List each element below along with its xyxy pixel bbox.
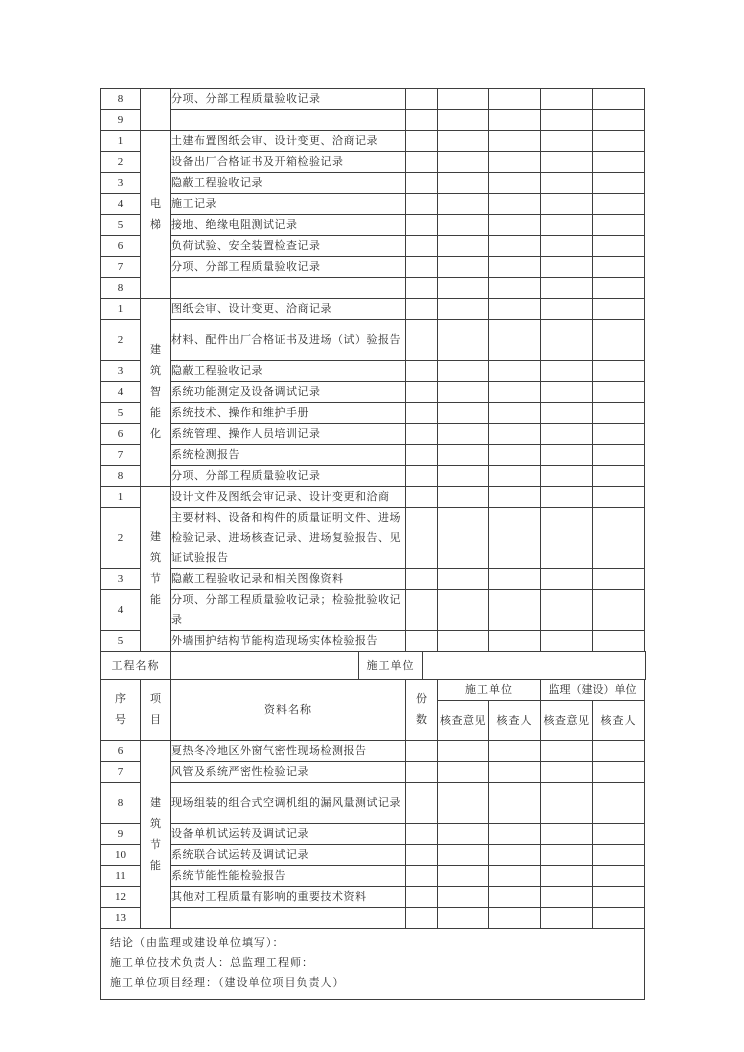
contractor-checker-cell xyxy=(489,257,541,278)
contractor-opinion-cell xyxy=(438,866,489,887)
supervisor-opinion-cell xyxy=(541,445,593,466)
supervisor-checker-cell xyxy=(593,361,645,382)
table-row xyxy=(101,762,645,783)
doc-name-cell: 设计文件及图纸会审记录、设计变更和洽商 xyxy=(171,487,406,508)
table-row xyxy=(101,173,645,194)
copies-cell xyxy=(406,152,438,173)
copies-cell xyxy=(406,424,438,445)
copies-cell xyxy=(406,131,438,152)
table-row xyxy=(101,887,645,908)
row-serial: 5 xyxy=(101,215,141,236)
supervisor-checker-cell xyxy=(593,110,645,131)
group-label xyxy=(141,131,171,299)
row-serial: 10 xyxy=(101,845,141,866)
contractor-checker-cell xyxy=(489,215,541,236)
acceptance-record-form xyxy=(100,88,645,1000)
conclusion-line: 结论（由监理或建设单位填写）： xyxy=(110,937,285,949)
table-row xyxy=(101,320,645,361)
supervisor-checker-cell xyxy=(593,466,645,487)
row-serial: 9 xyxy=(101,824,141,845)
group-label xyxy=(141,487,171,652)
group-label xyxy=(141,741,171,929)
doc-name-cell: 图纸会审、设计变更、洽商记录 xyxy=(171,299,406,320)
supervisor-checker-cell xyxy=(593,569,645,590)
row-serial: 11 xyxy=(101,866,141,887)
header-contractor-checker: 核查人 xyxy=(489,701,541,741)
copies-cell xyxy=(406,215,438,236)
header-item xyxy=(141,680,171,741)
copies-cell xyxy=(406,590,438,631)
row-serial: 1 xyxy=(101,299,141,320)
supervisor-opinion-cell xyxy=(541,424,593,445)
supervisor-opinion-cell xyxy=(541,908,593,929)
table-row xyxy=(101,680,645,701)
doc-name-cell: 分项、分部工程质量验收记录 xyxy=(171,466,406,487)
copies-cell xyxy=(406,631,438,652)
row-serial: 8 xyxy=(101,278,141,299)
contractor-checker-cell xyxy=(489,508,541,569)
contractor-opinion-cell xyxy=(438,445,489,466)
supervisor-opinion-cell xyxy=(541,631,593,652)
copies-cell xyxy=(406,299,438,320)
row-serial: 9 xyxy=(101,110,141,131)
supervisor-checker-cell xyxy=(593,278,645,299)
contractor-opinion-cell xyxy=(438,824,489,845)
contractor-checker-cell xyxy=(489,424,541,445)
contractor-checker-cell xyxy=(489,590,541,631)
table-row xyxy=(101,908,645,929)
doc-name-cell: 材料、配件出厂合格证书及进场（试）验报告 xyxy=(171,320,406,361)
supervisor-opinion-cell xyxy=(541,762,593,783)
columns-header xyxy=(100,679,645,741)
contractor-checker-cell xyxy=(489,361,541,382)
contractor-opinion-cell xyxy=(438,569,489,590)
supervisor-opinion-cell xyxy=(541,110,593,131)
row-serial: 4 xyxy=(101,382,141,403)
contractor-opinion-cell xyxy=(438,762,489,783)
contractor-opinion-cell xyxy=(438,361,489,382)
group-label-text: 建筑节能 xyxy=(150,531,161,606)
table-row xyxy=(101,236,645,257)
doc-name-cell: 系统功能测定及设备调试记录 xyxy=(171,382,406,403)
table-row xyxy=(101,278,645,299)
supervisor-opinion-cell xyxy=(541,299,593,320)
doc-name-cell: 系统管理、操作人员培训记录 xyxy=(171,424,406,445)
copies-cell xyxy=(406,887,438,908)
contractor-checker-cell xyxy=(489,173,541,194)
project-name-label: 工程名称 xyxy=(101,652,171,680)
contractor-checker-cell xyxy=(489,299,541,320)
contractor-opinion-cell xyxy=(438,845,489,866)
doc-name-cell: 分项、分部工程质量验收记录 xyxy=(171,257,406,278)
contractor-checker-cell xyxy=(489,631,541,652)
records-table-bottom xyxy=(100,740,645,929)
row-serial: 7 xyxy=(101,762,141,783)
table-row xyxy=(101,741,645,762)
conclusion-box xyxy=(100,928,645,1000)
doc-name-cell: 隐蔽工程验收记录 xyxy=(171,361,406,382)
copies-cell xyxy=(406,110,438,131)
contractor-checker-cell xyxy=(489,569,541,590)
supervisor-opinion-cell xyxy=(541,173,593,194)
table-row xyxy=(101,424,645,445)
supervisor-checker-cell xyxy=(593,299,645,320)
supervisor-checker-cell xyxy=(593,866,645,887)
copies-cell xyxy=(406,487,438,508)
contractor-checker-cell xyxy=(489,110,541,131)
doc-name-cell: 分项、分部工程质量验收记录 xyxy=(171,89,406,110)
contractor-checker-cell xyxy=(489,887,541,908)
contractor-checker-cell xyxy=(489,845,541,866)
doc-name-cell: 系统检测报告 xyxy=(171,445,406,466)
row-serial: 7 xyxy=(101,257,141,278)
contractor-opinion-cell xyxy=(438,508,489,569)
row-serial: 8 xyxy=(101,466,141,487)
supervisor-checker-cell xyxy=(593,824,645,845)
copies-cell xyxy=(406,194,438,215)
supervisor-opinion-cell xyxy=(541,466,593,487)
contractor-checker-cell xyxy=(489,278,541,299)
copies-cell xyxy=(406,569,438,590)
contractor-opinion-cell xyxy=(438,631,489,652)
supervisor-checker-cell xyxy=(593,631,645,652)
records-table-top xyxy=(100,88,645,652)
row-serial: 7 xyxy=(101,445,141,466)
copies-cell xyxy=(406,320,438,361)
row-serial: 6 xyxy=(101,236,141,257)
header-doc-name: 资料名称 xyxy=(171,680,406,741)
row-serial: 4 xyxy=(101,194,141,215)
supervisor-checker-cell xyxy=(593,908,645,929)
contractor-opinion-cell xyxy=(438,131,489,152)
doc-name-cell: 系统技术、操作和维护手册 xyxy=(171,403,406,424)
contractor-checker-cell xyxy=(489,783,541,824)
copies-cell xyxy=(406,445,438,466)
contractor-checker-cell xyxy=(489,741,541,762)
header-supervisor: 监理（建设）单位 xyxy=(541,680,645,701)
contractor-checker-cell xyxy=(489,824,541,845)
table-row xyxy=(101,824,645,845)
doc-name-cell: 现场组装的组合式空调机组的漏风量测试记录 xyxy=(171,783,406,824)
copies-cell xyxy=(406,278,438,299)
contractor-opinion-cell xyxy=(438,257,489,278)
copies-cell xyxy=(406,508,438,569)
supervisor-opinion-cell xyxy=(541,487,593,508)
supervisor-checker-cell xyxy=(593,783,645,824)
table-row xyxy=(101,361,645,382)
contractor-checker-cell xyxy=(489,466,541,487)
table-row xyxy=(101,487,645,508)
supervisor-opinion-cell xyxy=(541,783,593,824)
contractor-opinion-cell xyxy=(438,299,489,320)
copies-cell xyxy=(406,845,438,866)
supervisor-checker-cell xyxy=(593,194,645,215)
doc-name-cell xyxy=(171,110,406,131)
copies-cell xyxy=(406,382,438,403)
header-item-text: 项目 xyxy=(150,693,161,726)
supervisor-opinion-cell xyxy=(541,824,593,845)
table-row xyxy=(101,403,645,424)
copies-cell xyxy=(406,236,438,257)
table-row xyxy=(101,466,645,487)
contractor-opinion-cell xyxy=(438,466,489,487)
row-serial: 6 xyxy=(101,741,141,762)
supervisor-opinion-cell xyxy=(541,215,593,236)
supervisor-opinion-cell xyxy=(541,236,593,257)
supervisor-checker-cell xyxy=(593,845,645,866)
row-serial: 12 xyxy=(101,887,141,908)
row-serial: 5 xyxy=(101,403,141,424)
contractor-checker-cell xyxy=(489,403,541,424)
contractor-checker-cell xyxy=(489,866,541,887)
row-serial: 8 xyxy=(101,89,141,110)
contractor-checker-cell xyxy=(489,236,541,257)
row-serial: 8 xyxy=(101,783,141,824)
supervisor-checker-cell xyxy=(593,320,645,361)
doc-name-cell: 接地、绝缘电阻测试记录 xyxy=(171,215,406,236)
table-row xyxy=(101,110,645,131)
copies-cell xyxy=(406,257,438,278)
supervisor-checker-cell xyxy=(593,215,645,236)
row-serial: 1 xyxy=(101,487,141,508)
contractor-opinion-cell xyxy=(438,215,489,236)
supervisor-checker-cell xyxy=(593,508,645,569)
doc-name-cell: 施工记录 xyxy=(171,194,406,215)
contractor-checker-cell xyxy=(489,89,541,110)
supervisor-opinion-cell xyxy=(541,194,593,215)
contractor-checker-cell xyxy=(489,131,541,152)
contractor-opinion-cell xyxy=(438,741,489,762)
doc-name-cell: 其他对工程质量有影响的重要技术资料 xyxy=(171,887,406,908)
table-row xyxy=(101,131,645,152)
contractor-opinion-cell xyxy=(438,173,489,194)
table-row xyxy=(101,299,645,320)
contractor-opinion-cell xyxy=(438,887,489,908)
supervisor-checker-cell xyxy=(593,152,645,173)
row-serial: 2 xyxy=(101,508,141,569)
copies-cell xyxy=(406,908,438,929)
supervisor-checker-cell xyxy=(593,382,645,403)
contractor-opinion-cell xyxy=(438,152,489,173)
row-serial: 2 xyxy=(101,152,141,173)
table-row xyxy=(101,152,645,173)
row-serial: 13 xyxy=(101,908,141,929)
group-label xyxy=(141,89,171,131)
project-manager-line: 施工单位项目经理：（建设单位项目负责人） xyxy=(110,977,345,989)
doc-name-cell: 系统节能性能检验报告 xyxy=(171,866,406,887)
header-supervisor-opinion: 核查意见 xyxy=(541,701,593,741)
doc-name-cell: 系统联合试运转及调试记录 xyxy=(171,845,406,866)
doc-name-cell: 分项、分部工程质量验收记录；检验批验收记录 xyxy=(171,590,406,631)
row-serial: 4 xyxy=(101,590,141,631)
copies-cell xyxy=(406,361,438,382)
supervisor-opinion-cell xyxy=(541,278,593,299)
contractor-opinion-cell xyxy=(438,236,489,257)
header-contractor: 施工单位 xyxy=(438,680,541,701)
doc-name-cell xyxy=(171,278,406,299)
contractor-opinion-cell xyxy=(438,194,489,215)
contractor-value xyxy=(423,652,646,680)
supervisor-opinion-cell xyxy=(541,508,593,569)
supervisor-checker-cell xyxy=(593,173,645,194)
supervisor-opinion-cell xyxy=(541,590,593,631)
supervisor-opinion-cell xyxy=(541,866,593,887)
row-serial: 3 xyxy=(101,361,141,382)
copies-cell xyxy=(406,89,438,110)
supervisor-opinion-cell xyxy=(541,845,593,866)
contractor-opinion-cell xyxy=(438,908,489,929)
table-row xyxy=(101,783,645,824)
project-info-row xyxy=(100,651,646,680)
header-copies xyxy=(406,680,438,741)
doc-name-cell: 设备出厂合格证书及开箱检验记录 xyxy=(171,152,406,173)
contractor-checker-cell xyxy=(489,445,541,466)
contractor-opinion-cell xyxy=(438,320,489,361)
row-serial: 5 xyxy=(101,631,141,652)
supervisor-checker-cell xyxy=(593,236,645,257)
supervisor-opinion-cell xyxy=(541,361,593,382)
doc-name-cell: 隐蔽工程验收记录和相关图像资料 xyxy=(171,569,406,590)
group-label-text: 电梯 xyxy=(150,197,161,231)
table-row xyxy=(101,382,645,403)
table-row xyxy=(101,508,645,569)
row-serial: 3 xyxy=(101,569,141,590)
contractor-opinion-cell xyxy=(438,783,489,824)
contractor-opinion-cell xyxy=(438,487,489,508)
table-row xyxy=(101,194,645,215)
copies-cell xyxy=(406,824,438,845)
contractor-checker-cell xyxy=(489,194,541,215)
doc-name-cell: 夏热冬冷地区外窗气密性现场检测报告 xyxy=(171,741,406,762)
supervisor-opinion-cell xyxy=(541,89,593,110)
doc-name-cell: 隐蔽工程验收记录 xyxy=(171,173,406,194)
tech-leader-line: 施工单位技术负责人：总监理工程师： xyxy=(110,957,314,969)
doc-name-cell: 主要材料、设备和构件的质量证明文件、进场检验记录、进场核查记录、进场复验报告、见证试验报告 xyxy=(171,508,406,569)
doc-name-cell: 设备单机试运转及调试记录 xyxy=(171,824,406,845)
table-row xyxy=(101,590,645,631)
supervisor-opinion-cell xyxy=(541,741,593,762)
row-serial: 1 xyxy=(101,131,141,152)
contractor-opinion-cell xyxy=(438,110,489,131)
supervisor-checker-cell xyxy=(593,89,645,110)
contractor-checker-cell xyxy=(489,762,541,783)
table-row xyxy=(101,845,645,866)
copies-cell xyxy=(406,741,438,762)
contractor-opinion-cell xyxy=(438,403,489,424)
table-row xyxy=(101,631,645,652)
supervisor-opinion-cell xyxy=(541,131,593,152)
header-serial-text: 序号 xyxy=(115,693,126,726)
row-serial: 2 xyxy=(101,320,141,361)
contractor-opinion-cell xyxy=(438,278,489,299)
supervisor-opinion-cell xyxy=(541,320,593,361)
supervisor-checker-cell xyxy=(593,487,645,508)
supervisor-checker-cell xyxy=(593,445,645,466)
contractor-checker-cell xyxy=(489,382,541,403)
table-row xyxy=(101,445,645,466)
contractor-opinion-cell xyxy=(438,382,489,403)
supervisor-checker-cell xyxy=(593,257,645,278)
header-contractor-opinion: 核查意见 xyxy=(438,701,489,741)
copies-cell xyxy=(406,762,438,783)
contractor-checker-cell xyxy=(489,487,541,508)
row-serial: 3 xyxy=(101,173,141,194)
contractor-opinion-cell xyxy=(438,89,489,110)
header-copies-text: 份数 xyxy=(416,693,427,726)
supervisor-opinion-cell xyxy=(541,569,593,590)
contractor-label: 施工单位 xyxy=(359,652,423,680)
supervisor-checker-cell xyxy=(593,887,645,908)
contractor-checker-cell xyxy=(489,320,541,361)
row-serial: 6 xyxy=(101,424,141,445)
table-row xyxy=(101,215,645,236)
supervisor-checker-cell xyxy=(593,741,645,762)
supervisor-opinion-cell xyxy=(541,403,593,424)
doc-name-cell: 风管及系统严密性检验记录 xyxy=(171,762,406,783)
supervisor-opinion-cell xyxy=(541,257,593,278)
doc-name-cell: 外墙围护结构节能构造现场实体检验报告 xyxy=(171,631,406,652)
table-row xyxy=(101,89,645,110)
group-label xyxy=(141,299,171,487)
supervisor-opinion-cell xyxy=(541,382,593,403)
table-row xyxy=(101,866,645,887)
supervisor-opinion-cell xyxy=(541,887,593,908)
supervisor-checker-cell xyxy=(593,403,645,424)
group-label-text: 建筑节能 xyxy=(150,796,161,872)
group-label-text: 建筑智能化 xyxy=(150,344,161,440)
supervisor-opinion-cell xyxy=(541,152,593,173)
supervisor-checker-cell xyxy=(593,590,645,631)
contractor-checker-cell xyxy=(489,152,541,173)
supervisor-checker-cell xyxy=(593,131,645,152)
doc-name-cell xyxy=(171,908,406,929)
supervisor-checker-cell xyxy=(593,424,645,445)
header-serial xyxy=(101,680,141,741)
table-row xyxy=(101,257,645,278)
contractor-checker-cell xyxy=(489,908,541,929)
copies-cell xyxy=(406,466,438,487)
contractor-opinion-cell xyxy=(438,424,489,445)
contractor-opinion-cell xyxy=(438,590,489,631)
table-row xyxy=(101,652,646,680)
copies-cell xyxy=(406,403,438,424)
table-row xyxy=(101,569,645,590)
copies-cell xyxy=(406,866,438,887)
supervisor-checker-cell xyxy=(593,762,645,783)
header-supervisor-checker: 核查人 xyxy=(593,701,645,741)
copies-cell xyxy=(406,173,438,194)
copies-cell xyxy=(406,783,438,824)
doc-name-cell: 土建布置图纸会审、设计变更、洽商记录 xyxy=(171,131,406,152)
project-name-value xyxy=(171,652,359,680)
doc-name-cell: 负荷试验、安全装置检查记录 xyxy=(171,236,406,257)
